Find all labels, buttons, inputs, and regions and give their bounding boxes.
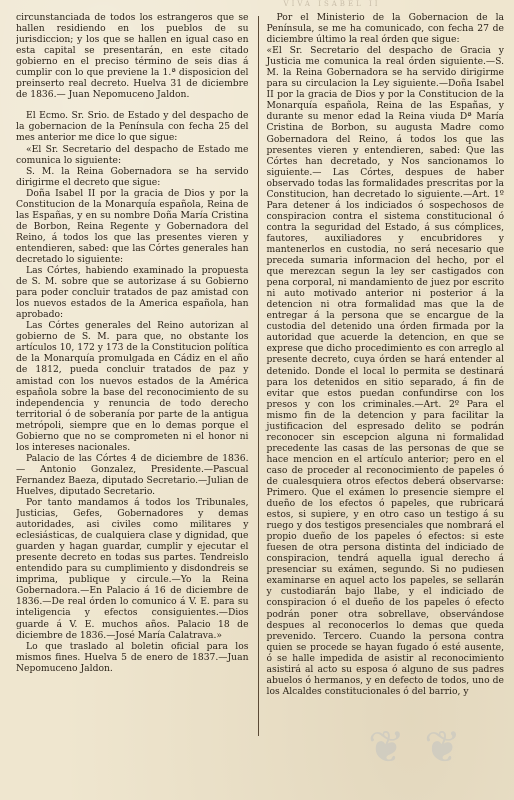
left-column-paragraph: Doña Isabel II por la gracia de Dios y por la Constitucion de la Monarquía española, Reina de las Españas, y en su nombre Doña María Cristina de Borbon, Reina Regente y Gobernadora del Reino, á todos los que las presentes vieren y entendieren, sabed: que las Córtes generales han decretado lo siguiente:: [16, 187, 249, 265]
left-column-paragraph: Las Córtes, habiendo examinado la propuesta de S. M. sobre que se autorizase á su Gobierno para poder concluir tratados de paz amistad con los nuevos estados de la America española, han aprobado:: [16, 265, 249, 321]
right-column-paragraph: Por el Ministerio de la Gobernacion de la Península, se me ha comunicado, con fecha 27 de diciembre último la real órden que sigue:: [266, 12, 504, 46]
left-column-paragraph: Por tanto mandamos á todos los Tribunales, Justicias, Gefes, Gobernadores y demas autoridades, asi civiles como militares y eclesiásticas, de cualquiera clase y dignidad, que guarden y hagan guardar, cumplir y ejecutar el presente decreto en todas sus partes. Tendreislo entendido para su cumplimiento y disdondreis se imprima, publique y circule.—Yo la Reina Gobernadora.—En Palacio á 16 de diciembre de 1836.—De real órden lo comunico á V. E. para su inteligencia y efectos consiguientes.—Dios guarde á V. E. muchos años. Palacio 18 de diciembre de 1836.—José María Calatrava.»: [16, 497, 249, 641]
left-column-paragraph: «El Sr. Secretario del despacho de Estado me comunica lo siguiente:: [16, 143, 249, 166]
left-column-paragraph: circunstanciada de todos los estrangeros que se hallen residiendo en los pueblos de su jurisdiccion; y los que se hallen en igual caso en esta capital se presentarán, en este citado gobierno en el preciso término de seis dias á cumplir con lo que previene la 1.ª disposicion del preinserto real decreto. Huelva 31 de diciembre de 1836.— Juan Nepomuceno Jaldon.: [16, 12, 249, 101]
right-column-paragraph: «El Sr. Secretario del despacho de Gracia y Justicia me comunica la real órden siguiente.—S. M. la Reina Gobernadora se ha servido dirigirme para su circulacion la Ley siguiente.—Doña Isabel II por la gracia de Dios y por la Constitucion de la Monarquía española, Reina de las Españas, y durante su menor edad la Reina viuda Dª María Cristina de Borbon, su augusta Madre como Gobernadora del Reino, á todos los que las presentes vieren y entendieren, sabed: Que las Córtes han decretado, y Nos sancionamos lo siguiente.— Las Córtes, despues de haber observado todas las formalidades prescritas por la Constitucion, han decretado lo siguiente.—Art. 1º Para detener á los indiciados ó sospechosos de conspiracion contra el sistema constitucional ó contra la seguridad del Estado, á sus cómplices, fautores, auxiliadores y encubridores y mantenerlos en custodia, no será necesario que preceda sumaria informacion del hecho, por el que merezcan segun la ley ser castigados con pena corporal, ni mandamiento de juez por escrito ni auto motivado anterior ni posterior á la detencion ni otra formalidad mas que la de entregar á la persona que se encargue de la custodia del detenido una órden firmada por la autoridad que acuerde la detencion, en que se exprese que dicho procedimiento es con arreglo al presente decreto, cuya órden se hará entender al detenido. Donde el local lo permita se destinará para los detenidos en sitio separado, á fin de evitar que estos puedan confundirse con los presos y con los criminales.—Art. 2º Para el mismo fin de la detencion y para facilitar la justificacion del espresado delito se podrán reconocer sin escepcion alguna ni formalidad precedente las casas de las personas de que se hace mencion en el artículo anterior; pero en el caso de proceder al reconocimiento de papeles ó de cualesquiera otros efectos deberá observarse: Primero. Que el exámen lo presencie siempre el dueño de los efectos ó papeles, que rubricará estos, si supiere, y en otro caso un testigo á su ruego y dos testigos presenciales que nombrará el propio dueño de los papeles ó efectos: si este fuesen de otra persona distinta del indiciado de conspiracion, tendrá aquella igual derecho á presenciar su exámen, segundo. Si no pudiesen examinarse en aquel acto los papeles, se sellarán y custodiarán bajo llabe, y el indiciado de conspiracion ó el dueño de los papeles ó efecto podrán poner otra sobrellave, observándose despues al reconocerlos lo demas que queda prevenido. Tercero. Cuando la persona contra quien se procede se hayan fugado ó esté ausente, ó se halle impedida de asistir al reconocimiento asistirá al acto su esposa ó alguno de sus padres abuelos ó hermanos, y en defecto de todos, uno de los Alcaldes constitucionales ó del barrio, y: [266, 45, 504, 697]
bleed-through-header: VIVA ISABEL II: [283, 0, 381, 8]
left-column-paragraph: S. M. la Reina Gobernadora se ha servido dirigirme el decreto que sigue:: [16, 165, 249, 188]
left-column-paragraph: Lo que traslado al boletin oficial para los mismos fines. Huelva 5 de enero de 1837.—Juan Nepomuceno Jaldon.: [16, 640, 249, 674]
left-column-paragraph: Las Córtes generales del Reino autorizan al gobierno de S. M. para que, no obstante los artículos 10, 172 y 173 de la Constitucion política de la Monarquía promulgada en Cádiz en el año de 1812, pueda concluir tratados de paz y amistad con los nuevos estados de la América española sobre la base del reconocimiento de su independencia y renuncia de todo derecho territorial ó de soberanía por parte de la antigua metrópoli, siempre que en lo demas porque el Gobierno que no se comprometen ni el honor ni los intereses nacionales.: [16, 320, 249, 453]
two-column-text: [16, 12, 504, 800]
library-watermark: ❦ ❦: [368, 722, 464, 773]
left-column: [16, 12, 258, 800]
right-column: [259, 12, 505, 800]
left-column-paragraph: Palacio de las Córtes 4 de diciembre de 1836.— Antonio Gonzalez, Presidente.—Pascual Fernandez Baeza, diputado Secretario.—Julian de Huelves, diputado Secretario.: [16, 452, 249, 497]
left-column-paragraph: El Ecmo. Sr. Srio. de Estado y del despacho de la gobernacion de la Península con fecha 25 del mes anterior me dice lo que sigue:: [16, 110, 249, 144]
